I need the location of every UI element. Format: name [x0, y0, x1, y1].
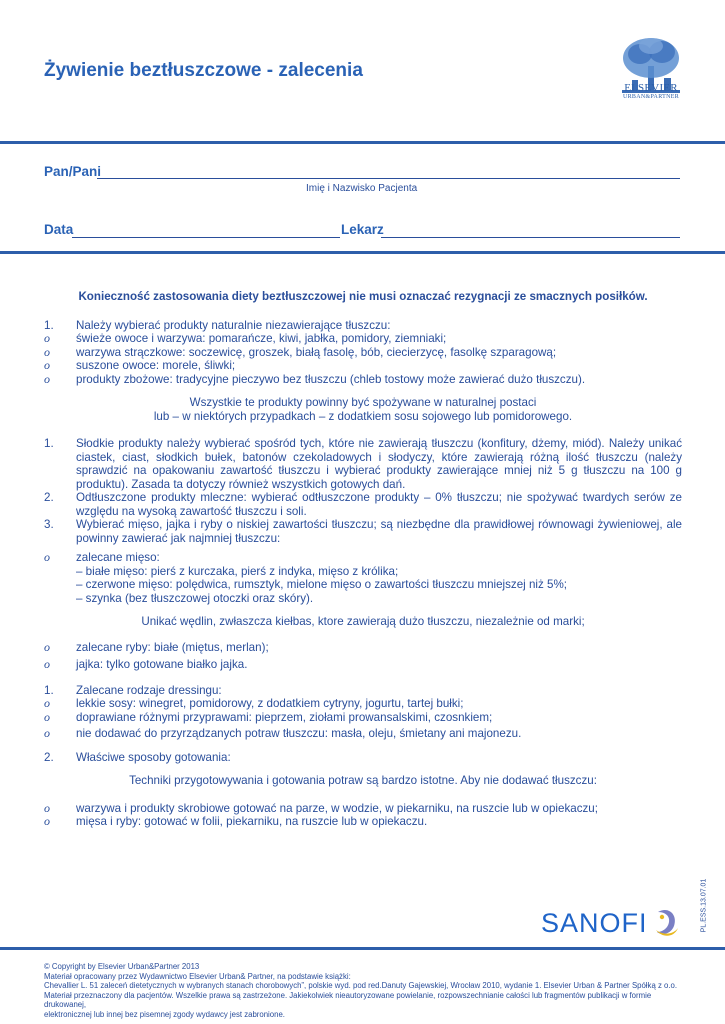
- footer-line: Materiał opracowany przez Wydawnictwo Elsevier Urban& Partner, na podstawie książki:: [44, 971, 351, 981]
- item-text: Słodkie produkty należy wybierać spośród tych, które nie zawierają tłuszczu (konfitury, dżemy, miód). Należy unikać ciastek, ciast, słodkich bułek, batonów czekoladowych i słodyczy, które zawierają różną ilość tłuszczu (należy sprawdzić na opakowaniu zawartość tłuszczu i wybierać produkty zawierające mniej niż 5 g tłuszczu na 100 g produktu). Zasada ta dotyczy również wszystkich gotowych dań.: [76, 437, 682, 491]
- item-text: Właściwe sposoby gotowania:: [76, 750, 231, 764]
- sanofi-logo-text: SANOFI: [541, 908, 648, 938]
- bullet-icon: o: [44, 331, 50, 345]
- list-item: [44, 491, 682, 518]
- date-field[interactable]: [72, 237, 340, 238]
- item-text: suszone owoce: morele, śliwki;: [76, 359, 236, 372]
- item-text: świeże owoce i warzywa: pomarańcze, kiwi, jabłka, pomidory, ziemniaki;: [76, 332, 447, 345]
- item-text: warzywa i produkty skrobiowe gotować na parze, w wodzie, w piekarniku, na ruszcie lub w opiekaczu;: [76, 801, 598, 815]
- doctor-label: Lekarz: [341, 222, 384, 237]
- item-text: warzywa strączkowe: soczewicę, groszek, białą fasolę, bób, ciecierzycę, fasolkę szparagową;: [76, 345, 557, 359]
- sub-item: – białe mięso: pierś z kurczaka, pierś z indyka, mięso z królika;: [76, 564, 399, 578]
- item-text: Zalecane rodzaje dressingu:: [76, 683, 222, 697]
- item-text: nie dodawać do przyrządzanych potraw tłuszczu: masła, oleju, śmietany ani majonezu.: [76, 727, 522, 740]
- form-divider: [0, 251, 725, 254]
- top-divider: [0, 141, 725, 144]
- list-item: [44, 802, 682, 816]
- list-item: [44, 697, 682, 711]
- list-item: [44, 751, 682, 765]
- brand-subname: URBAN&PARTNER: [623, 94, 679, 100]
- elsevier-brand: [612, 82, 690, 100]
- item-text: jajka: tylko gotowane białko jajka.: [76, 658, 248, 671]
- bottom-divider: [0, 947, 725, 950]
- item-number: 1.: [44, 683, 54, 697]
- item-text: produkty zbożowe: tradycyjne pieczywo bez tłuszczu (chleb tostowy może zawierać dużo tłuszczu).: [76, 372, 586, 386]
- footer-line: Chevallier L. 51 zaleceń dietetycznych w wybranych stanach chorobowych”, polskie wyd. pod red.Danuty Gajewskiej, Wrocław 2010, wydanie 1. Elsevier Urban & Partner Spółką z o.o.: [44, 981, 678, 991]
- footer-line: Materiał przeznaczony dla pacjentów. Wszelkie prawa są zastrzeżone. Jakiekolwiek nieautoryzowane powielanie, rozpowszechnianie całości lub fragmentów publikacji w formie drukowanej,: [44, 990, 652, 1010]
- item-number: 1.: [44, 437, 54, 450]
- item-text: Wybierać mięso, jajka i ryby o niskiej zawartości tłuszczu; są niezbędne dla prawidłowej równowagi żywieniowej, ale powinny zawierać jak najmniej tłuszczu:: [76, 518, 682, 545]
- list-item: [44, 359, 682, 373]
- item-number: 3.: [44, 518, 54, 531]
- list-item: [44, 332, 682, 346]
- bullet-icon: o: [44, 371, 50, 386]
- item-text: lekkie sosy: winegret, pomidorowy, z dodatkiem cytryny, jogurtu, tartej bułki;: [76, 697, 464, 710]
- item-number: 2.: [44, 491, 54, 504]
- sub-item: – szynka (bez tłuszczowej otoczki oraz skóry).: [76, 591, 314, 605]
- bullet-icon: o: [44, 814, 50, 828]
- date-label: Data: [44, 222, 74, 237]
- bullet-icon: o: [44, 726, 50, 740]
- list-item: [44, 658, 682, 672]
- footer: [44, 962, 694, 1020]
- note-text: Techniki przygotowywania i gotowania potraw są bardzo istotne. Aby nie dodawać tłuszczu:: [129, 774, 597, 787]
- bullet-icon: o: [44, 344, 50, 359]
- sub-item: – czerwone mięso: polędwica, rumsztyk, mielone mięso o zawartości tłuszczu mniejszej niż 5%;: [76, 578, 567, 591]
- item-text: zalecane ryby: białe (miętus, merlan);: [76, 640, 269, 654]
- brand-name: ELSEVIER: [624, 82, 678, 94]
- item-text: mięsa i ryby: gotować w folii, piekarniku, na ruszcie lub w opiekaczu.: [76, 815, 428, 828]
- note-text: lub – w niektórych przypadkach – z dodatkiem sosu sojowego lub pomidorowego.: [153, 409, 573, 423]
- sanofi-bird-icon: [654, 906, 680, 940]
- footer-line: elektronicznej lub innej bez pisemnej zgody wydawcy jest zabronione.: [44, 1009, 285, 1019]
- bullet-icon: o: [44, 639, 50, 654]
- item-number: 2.: [44, 750, 54, 764]
- bullet-icon: o: [44, 800, 50, 815]
- item-text: zalecane mięso:: [76, 551, 160, 564]
- item-text: Należy wybierać produkty naturalnie niezawierające tłuszczu:: [76, 318, 391, 332]
- footer-line: © Copyright by Elsevier Urban&Partner 2013: [44, 962, 200, 971]
- list-item: [44, 518, 682, 545]
- note-text: Wszystkie te produkty powinny być spożywane w naturalnej postaci: [189, 396, 537, 409]
- list-item: [44, 346, 682, 360]
- recommendations-body: [44, 290, 682, 829]
- bullet-icon: o: [44, 657, 50, 671]
- item-number: 1.: [44, 318, 54, 332]
- note-text: Unikać wędlin, zwłaszcza kiełbas, ktore zawierają dużo tłuszczu, niezależnie od marki;: [141, 615, 585, 628]
- item-text: Odtłuszczone produkty mleczne: wybierać odtłuszczone produkty – 0% tłuszczu; nie spożywać twardych serów ze względu na wysoką zawartość tłuszczu i soli.: [76, 491, 682, 518]
- list-item: [44, 815, 682, 829]
- document-code: [701, 878, 713, 938]
- list-item: [44, 551, 682, 565]
- item-text: doprawiane różnymi przyprawami: pieprzem, ziołami prowansalskimi, czosnkiem;: [76, 710, 493, 724]
- bullet-icon: o: [44, 709, 50, 724]
- patient-name-field[interactable]: [97, 178, 680, 179]
- list-item: [44, 319, 682, 333]
- list-item: [44, 437, 682, 491]
- list-item: [44, 711, 682, 725]
- bullet-icon: o: [44, 696, 50, 710]
- bullet-icon: o: [44, 358, 50, 372]
- page-title: Żywienie beztłuszczowe - zalecenia: [44, 60, 363, 81]
- patient-label: Pan/Pani: [44, 164, 102, 179]
- list-item: [44, 641, 682, 655]
- list-item: [44, 727, 682, 741]
- doctor-field[interactable]: [381, 237, 680, 238]
- intro-text: Konieczność zastosowania diety beztłuszczowej nie musi oznaczać rezygnacji ze smacznych posiłków.: [78, 290, 648, 303]
- list-item: [44, 684, 682, 698]
- list-item: [44, 373, 682, 387]
- patient-caption: Imię i Nazwisko Pacjenta: [306, 183, 418, 194]
- bullet-icon: o: [44, 550, 50, 564]
- document-code-text: PL.ESS.13.07.01: [700, 878, 708, 933]
